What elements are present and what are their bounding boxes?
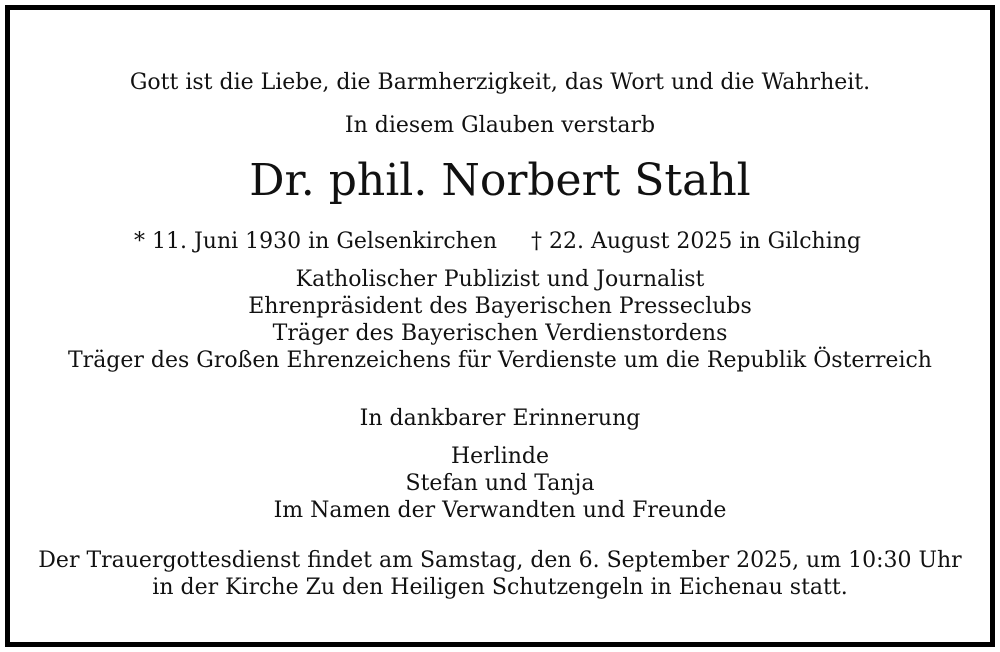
title-item: Ehrenpräsident des Bayerischen Presseclubs — [248, 294, 752, 319]
mourners-list — [10, 443, 990, 524]
title-item: Träger des Bayerischen Verdienstordens — [272, 321, 728, 346]
title-item: Katholischer Publizist und Journalist — [295, 267, 705, 292]
obituary-frame — [5, 5, 995, 647]
titles-list — [10, 266, 990, 374]
service-info — [10, 547, 990, 601]
mourner-item: Herlinde — [450, 444, 550, 469]
deceased-name: Dr. phil. Norbert Stahl — [249, 155, 751, 206]
remembrance-line: In dankbarer Erinnerung — [359, 406, 641, 431]
mourner-item: Stefan und Tanja — [405, 471, 595, 496]
mourner-item: Im Namen der Verwandten und Freunde — [273, 498, 727, 523]
service-line: Der Trauergottesdienst findet am Samstag, den 6. September 2025, um 10:30 Uhr — [38, 548, 962, 573]
service-line: in der Kirche Zu den Heiligen Schutzengeln in Eichenau statt. — [152, 575, 848, 600]
birth-date: * 11. Juni 1930 in Gelsenkirchen — [134, 229, 498, 254]
death-date: † 22. August 2025 in Gilching — [531, 229, 862, 254]
intro-line: In diesem Glauben verstarb — [344, 113, 656, 138]
motto-line: Gott ist die Liebe, die Barmherzigkeit, das Wort und die Wahrheit. — [129, 70, 871, 95]
title-item: Träger des Großen Ehrenzeichens für Verdienste um die Republik Österreich — [68, 348, 932, 373]
